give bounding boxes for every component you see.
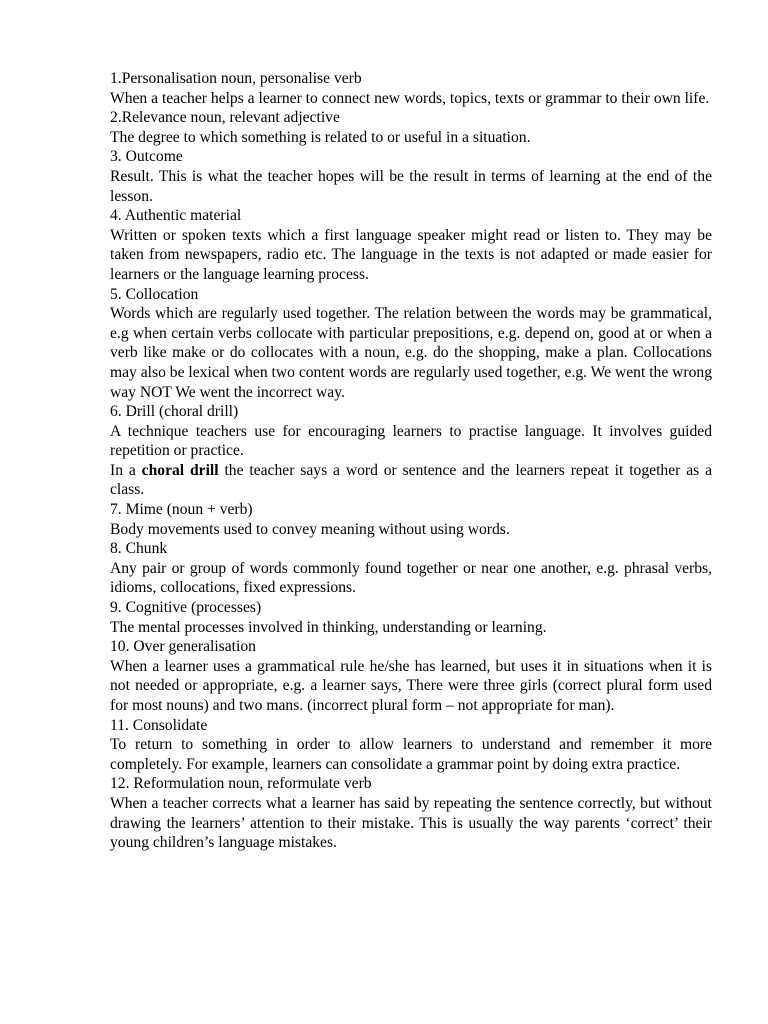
term-definition: The degree to which something is related to or useful in a situation. <box>110 128 531 146</box>
term-definition: Any pair or group of words commonly found together or near one another, e.g. phrasal verbs, idioms, collocations, fixed expressions. <box>110 559 712 597</box>
term-heading: 1.Personalisation noun, personalise verb <box>110 70 362 87</box>
term-heading: 2.Relevance noun, relevant adjective <box>110 109 340 127</box>
term-definition: To return to something in order to allow learners to understand and remember it more completely. For example, learners can consolidate a grammar point by doing extra practice. <box>110 736 712 773</box>
term-heading: 5. Collocation <box>110 285 199 303</box>
term-heading: 9. Cognitive (processes) <box>110 599 262 617</box>
extra-suffix: the teacher says a word or sentence and the learners repeat it together as a class. <box>110 461 712 499</box>
term-heading: 8. Chunk <box>110 540 168 558</box>
term-definition: When a learner uses a grammatical rule he/she has learned, but uses it in situations when it is not needed or appropriate, e.g. a learner says, There were three girls (correct plural form used for most nouns) and two mans. (incorrect plural form – not appropriate for man). <box>110 657 712 714</box>
term-heading: 3. Outcome <box>110 148 183 166</box>
document-page <box>110 69 712 853</box>
extra-prefix: In a <box>110 461 142 479</box>
term-heading: 10. Over generalisation <box>110 638 256 656</box>
bold-term: choral drill <box>141 461 219 479</box>
term-definition: The mental processes involved in thinking, understanding or learning. <box>110 618 547 636</box>
term-heading: 7. Mime (noun + verb) <box>110 501 253 519</box>
term-heading: 6. Drill (choral drill) <box>110 403 239 421</box>
term-definition: Result. This is what the teacher hopes will be the result in terms of learning at the end of the lesson. <box>110 167 712 205</box>
term-definition: When a teacher helps a learner to connect new words, topics, texts or grammar to their own life. <box>110 89 710 107</box>
term-definition: Words which are regularly used together. The relation between the words may be grammatical, e.g when certain verbs collocate with particular prepositions, e.g. depend on, good at or when a verb like make or do collocates with a noun, e.g. do the shopping, make a plan. Collocations may also be lexical when two content words are regularly used together, e.g. We went the wrong way NOT We went the incorrect way. <box>110 305 712 401</box>
term-definition: When a teacher corrects what a learner has said by repeating the sentence correctly, but without drawing the learners’ attention to their mistake. This is usually the way parents ‘correct’ their young children’s language mistakes. <box>110 794 712 852</box>
term-heading: 11. Consolidate <box>110 716 208 734</box>
term-heading: 12. Reformulation noun, reformulate verb <box>110 775 372 793</box>
term-definition-extra <box>110 461 712 500</box>
term-definition: Body movements used to convey meaning without using words. <box>110 520 510 538</box>
term-definition: A technique teachers use for encouraging learners to practise language. It involves guided repetition or practice. <box>110 422 712 460</box>
term-heading: 4. Authentic material <box>110 207 242 225</box>
term-definition: Written or spoken texts which a first language speaker might read or listen to. They may be taken from newspapers, radio etc. The language in the texts is not adapted or made easier for learners or the language learning process. <box>110 226 712 283</box>
